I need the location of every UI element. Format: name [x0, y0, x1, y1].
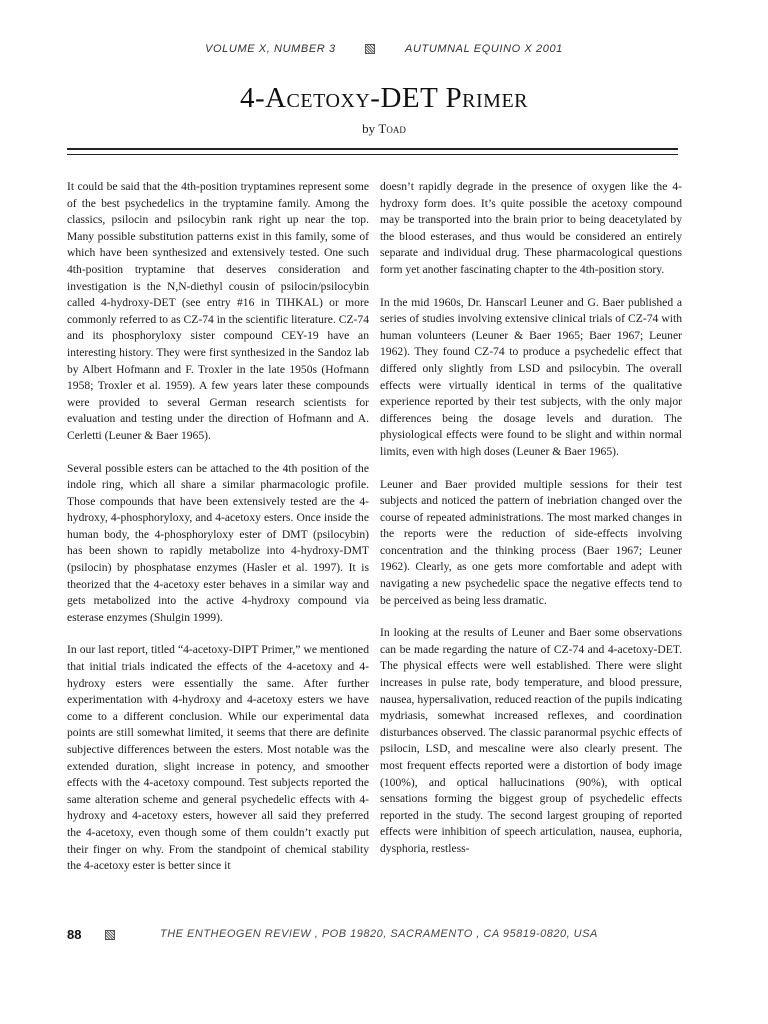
right-column [380, 179, 682, 874]
paragraph: Leuner and Baer provided multiple sessions for their test subjects and noticed the pattern of inebriation changed over the course of repeated administrations. The most marked changes in the reports were the reduction of side-effects involving concentration and the thinking process (Baer 1967; Leuner 1962). Clearly, as one gets more comfortable and adept with navigating a new psychedelic space the negative effects tend to be perceived as being less dramatic. [380, 477, 682, 607]
paragraph: In looking at the results of Leuner and Baer some observations can be made regarding the nature of CZ-74 and 4-acetoxy-DET. The physical effects were well established. There were slight increases in pulse rate, body temperature, and blood pressure, nausea, hypersalivation, reduced reaction of the pupils indicating mydriasis, somewhat increased reflexes, and coordination disturbances observed. The classic paranormal psychic effects of psilocin, LSD, and mescaline were also clearly present. The most frequent effects reported were a distortion of body image (100%), and optical hallucinations (90%), with optical sensations forming the biggest group of psychedelic effects reported in the study. The second largest grouping of reported effects were inhibition of speech articulation, nausea, euphoria, dysphoria, restless- [380, 626, 682, 855]
ornament-square-icon [105, 930, 115, 940]
left-column [67, 179, 369, 891]
paragraph: In our last report, titled “4-acetoxy-DIPT Primer,” we mentioned that initial trials indicated the effects of the 4-acetoxy and 4-hydroxy esters were essentially the same. After further experimentation with 4-hydroxy and 4-acetoxy esters we have come to a different conclusion. While our experimental data points are still somewhat limited, it seems that there are definite subjective differences between the esters. Most notable was the extended duration, slight increase in potency, and smoother effects with the 4-acetoxy compound. Test subjects reported the same alteration scheme and general psychedelic effects with 4-hydroxy and 4-acetoxy esters, however all said they preferred the 4-acetoxy, even though some of them couldn’t exactly put their finger on why. From the standpoint of chemical stability the 4-acetoxy ester is better since it [67, 643, 369, 873]
journal-address: THE ENTHEOGEN REVIEW , POB 19820, SACRAMENTO , CA 95819-0820, USA [160, 928, 598, 940]
article-title: 4-Acetoxy-DET Primer [239, 82, 529, 114]
volume-label: VOLUME X, NUMBER 3 [205, 43, 336, 56]
byline-prefix: by [362, 121, 376, 136]
running-header [0, 43, 768, 55]
page-footer [67, 927, 678, 947]
title-rule-thick [67, 148, 678, 150]
paragraph: In the mid 1960s, Dr. Hanscarl Leuner and G. Baer published a series of studies involving extensive clinical trials of CZ-74 with human volunteers (Leuner & Baer 1965; Baer 1967; Leuner 1962). They found CZ-74 to produce a psychedelic effect that differed only slightly from LSD and psilocybin. The overall effects were virtually identical in terms of the qualitative experience reported by their test subjects, with the only major differences being the dosage levels and duration. The physiological effects were found to be slight and within normal limits, even with high doses (Leuner & Baer 1965). [380, 295, 682, 458]
byline [0, 121, 768, 137]
season-label: AUTUMNAL EQUINO X 2001 [405, 43, 563, 56]
paragraph: It could be said that the 4th-position tryptamines represent some of the best psychedelics in the tryptamine family. Among the classics, psilocin and psilocybin rank right up near the top. Many possible substitution patterns exist in this family, some of which have been synthesized and extensively tested. One such 4th-position tryptamine that deserves consideration and investigation is the N,N-diethyl cousin of psilocin/psilocybin called 4-hydroxy-DET (see entry #16 in TIHKAL) or more commonly referred to as CZ-74 in the scientific literature. CZ-74 and its phosphoryloxy sister compound CEY-19 have an interesting history. They were first synthesized in the Sandoz lab by Albert Hofmann and F. Troxler in the late 1950s (Hofmann 1958; Troxler et al. 1959). A few years later these compounds were provided to several German research scientists for evaluation and testing under the direction of Hofmann and A. Cerletti (Leuner & Baer 1965). [67, 180, 369, 442]
title-rule-thin [67, 154, 678, 155]
paragraph: Several possible esters can be attached to the 4th position of the indole ring, which all share a similar pharmacologic profile. Those compounds that have been extensively tested are the 4-hydroxy, 4-phosphoryloxy, and 4-acetoxy esters. Once inside the human body, the 4-phosphoryloxy ester of DMT (psilocybin) has been shown to rapidly metabolize into 4-hydroxy-DMT (psilocin) by phosphatase enzymes (Hasler et al. 1997). It is theorized that the 4-acetoxy ester behaves in a similar way and gets metabolized into the active 4-hydroxy compound via esterase enzymes (Shulgin 1999). [67, 461, 369, 624]
ornament-square-icon [365, 44, 375, 54]
paragraph: doesn’t rapidly degrade in the presence of oxygen like the 4-hydroxy form does. It’s quite possible the acetoxy compound may be transported into the brain prior to being deacetylated by the blood esterases, and thus would be considered an entirely separate and individual drug. These pharmacological questions form yet another fascinating chapter to the 4th-position story. [380, 180, 682, 276]
page-number: 88 [67, 927, 82, 942]
author-name: Toad [378, 121, 406, 136]
